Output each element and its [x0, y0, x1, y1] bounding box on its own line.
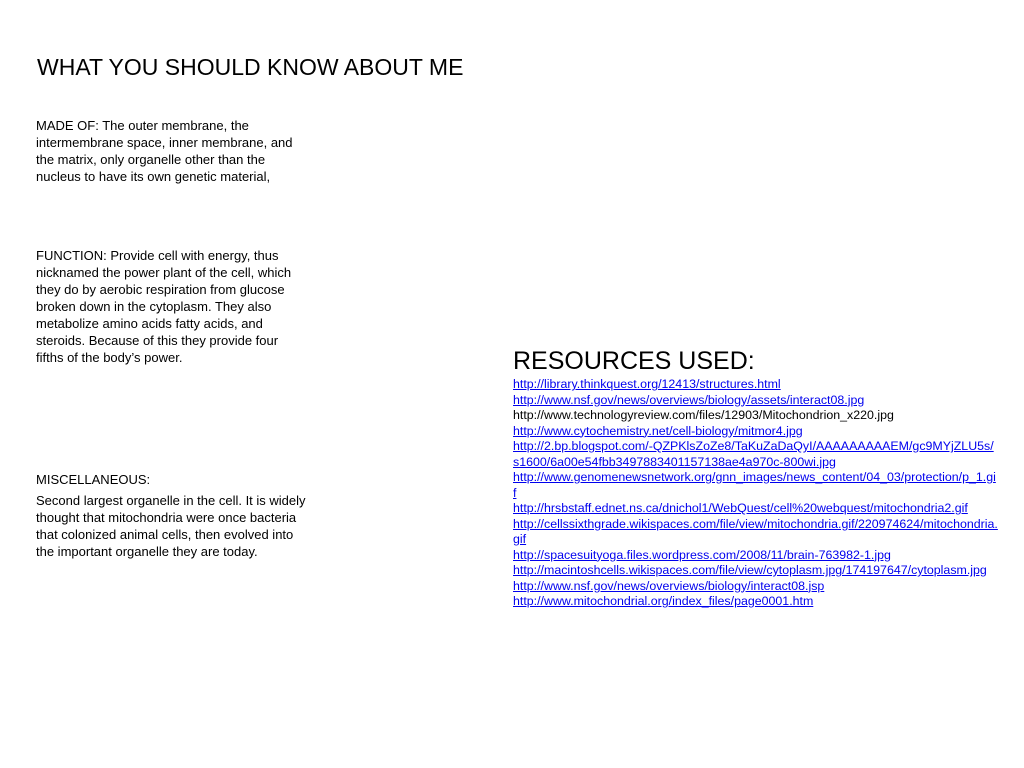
function-section — [36, 247, 308, 366]
resource-link[interactable]: http://www.genomenewsnetwork.org/gnn_images/news_content/04_03/protection/p_1.gif — [513, 470, 996, 500]
list-item — [513, 548, 999, 564]
misc-text: Second largest organelle in the cell. It is widely thought that mitochondria were once bacteria that colonized animal cells, then evolved into the important organelle they are today. — [36, 493, 306, 559]
resource-link[interactable]: http://library.thinkquest.org/12413/structures.html — [513, 377, 781, 391]
function-text: FUNCTION: Provide cell with energy, thus nicknamed the power plant of the cell, which they do by aerobic respiration from glucose broken down in the cytoplasm. They also metabolize amino acids fatty acids, and steroids. Because of this they provide four fifths of the body’s power. — [36, 248, 292, 365]
list-item — [513, 501, 999, 517]
resource-link[interactable]: http://2.bp.blogspot.com/-QZPKlsZoZe8/TaKuZaDaQyI/AAAAAAAAAEM/gc9MYjZLU5s/s1600/6a00e54fbb3497883401157138ae4a970c-800wi.jpg — [513, 439, 994, 469]
list-item — [513, 563, 999, 579]
list-item — [513, 579, 999, 595]
resource-link[interactable]: http://www.mitochondrial.org/index_files/page0001.htm — [513, 594, 814, 608]
list-item — [513, 408, 999, 424]
misc-heading: MISCELLANEOUS: — [36, 472, 151, 487]
page-title: WHAT YOU SHOULD KNOW ABOUT ME — [37, 54, 464, 80]
list-item — [513, 424, 999, 440]
list-item — [513, 594, 999, 610]
resource-link[interactable]: http://cellssixthgrade.wikispaces.com/file/view/mitochondria.gif/220974624/mitochondria.gif — [513, 516, 998, 546]
resources-section — [513, 346, 999, 610]
list-item — [513, 377, 999, 393]
resource-link[interactable]: http://www.nsf.gov/news/overviews/biology/assets/interact08.jpg — [513, 392, 865, 407]
list-item — [513, 393, 999, 409]
resource-link[interactable]: http://www.nsf.gov/news/overviews/biology/interact08.jsp — [513, 578, 825, 593]
resource-link[interactable]: http://hrsbstaff.ednet.ns.ca/dnichol1/WebQuest/cell%20webquest/mitochondria2.gif — [513, 501, 968, 515]
resources-list — [513, 377, 999, 610]
misc-section — [36, 492, 308, 560]
list-item — [513, 470, 999, 501]
made-of-text: MADE OF: The outer membrane, the intermembrane space, inner membrane, and the matrix, only organelle other than the nucleus to have its own genetic material, — [36, 118, 293, 184]
resource-link[interactable]: http://www.cytochemistry.net/cell-biology/mitmor4.jpg — [513, 423, 803, 438]
list-item — [513, 439, 999, 470]
resource-text: http://www.technologyreview.com/files/12903/Mitochondrion_x220.jpg — [513, 408, 894, 422]
resources-heading: RESOURCES USED: — [513, 347, 755, 375]
resource-link[interactable]: http://macintoshcells.wikispaces.com/file/view/cytoplasm.jpg/174197647/cytoplasm.jpg — [513, 563, 987, 577]
resource-link[interactable]: http://spacesuityoga.files.wordpress.com/2008/11/brain-763982-1.jpg — [513, 547, 891, 562]
made-of-section — [36, 117, 308, 185]
list-item — [513, 517, 999, 548]
